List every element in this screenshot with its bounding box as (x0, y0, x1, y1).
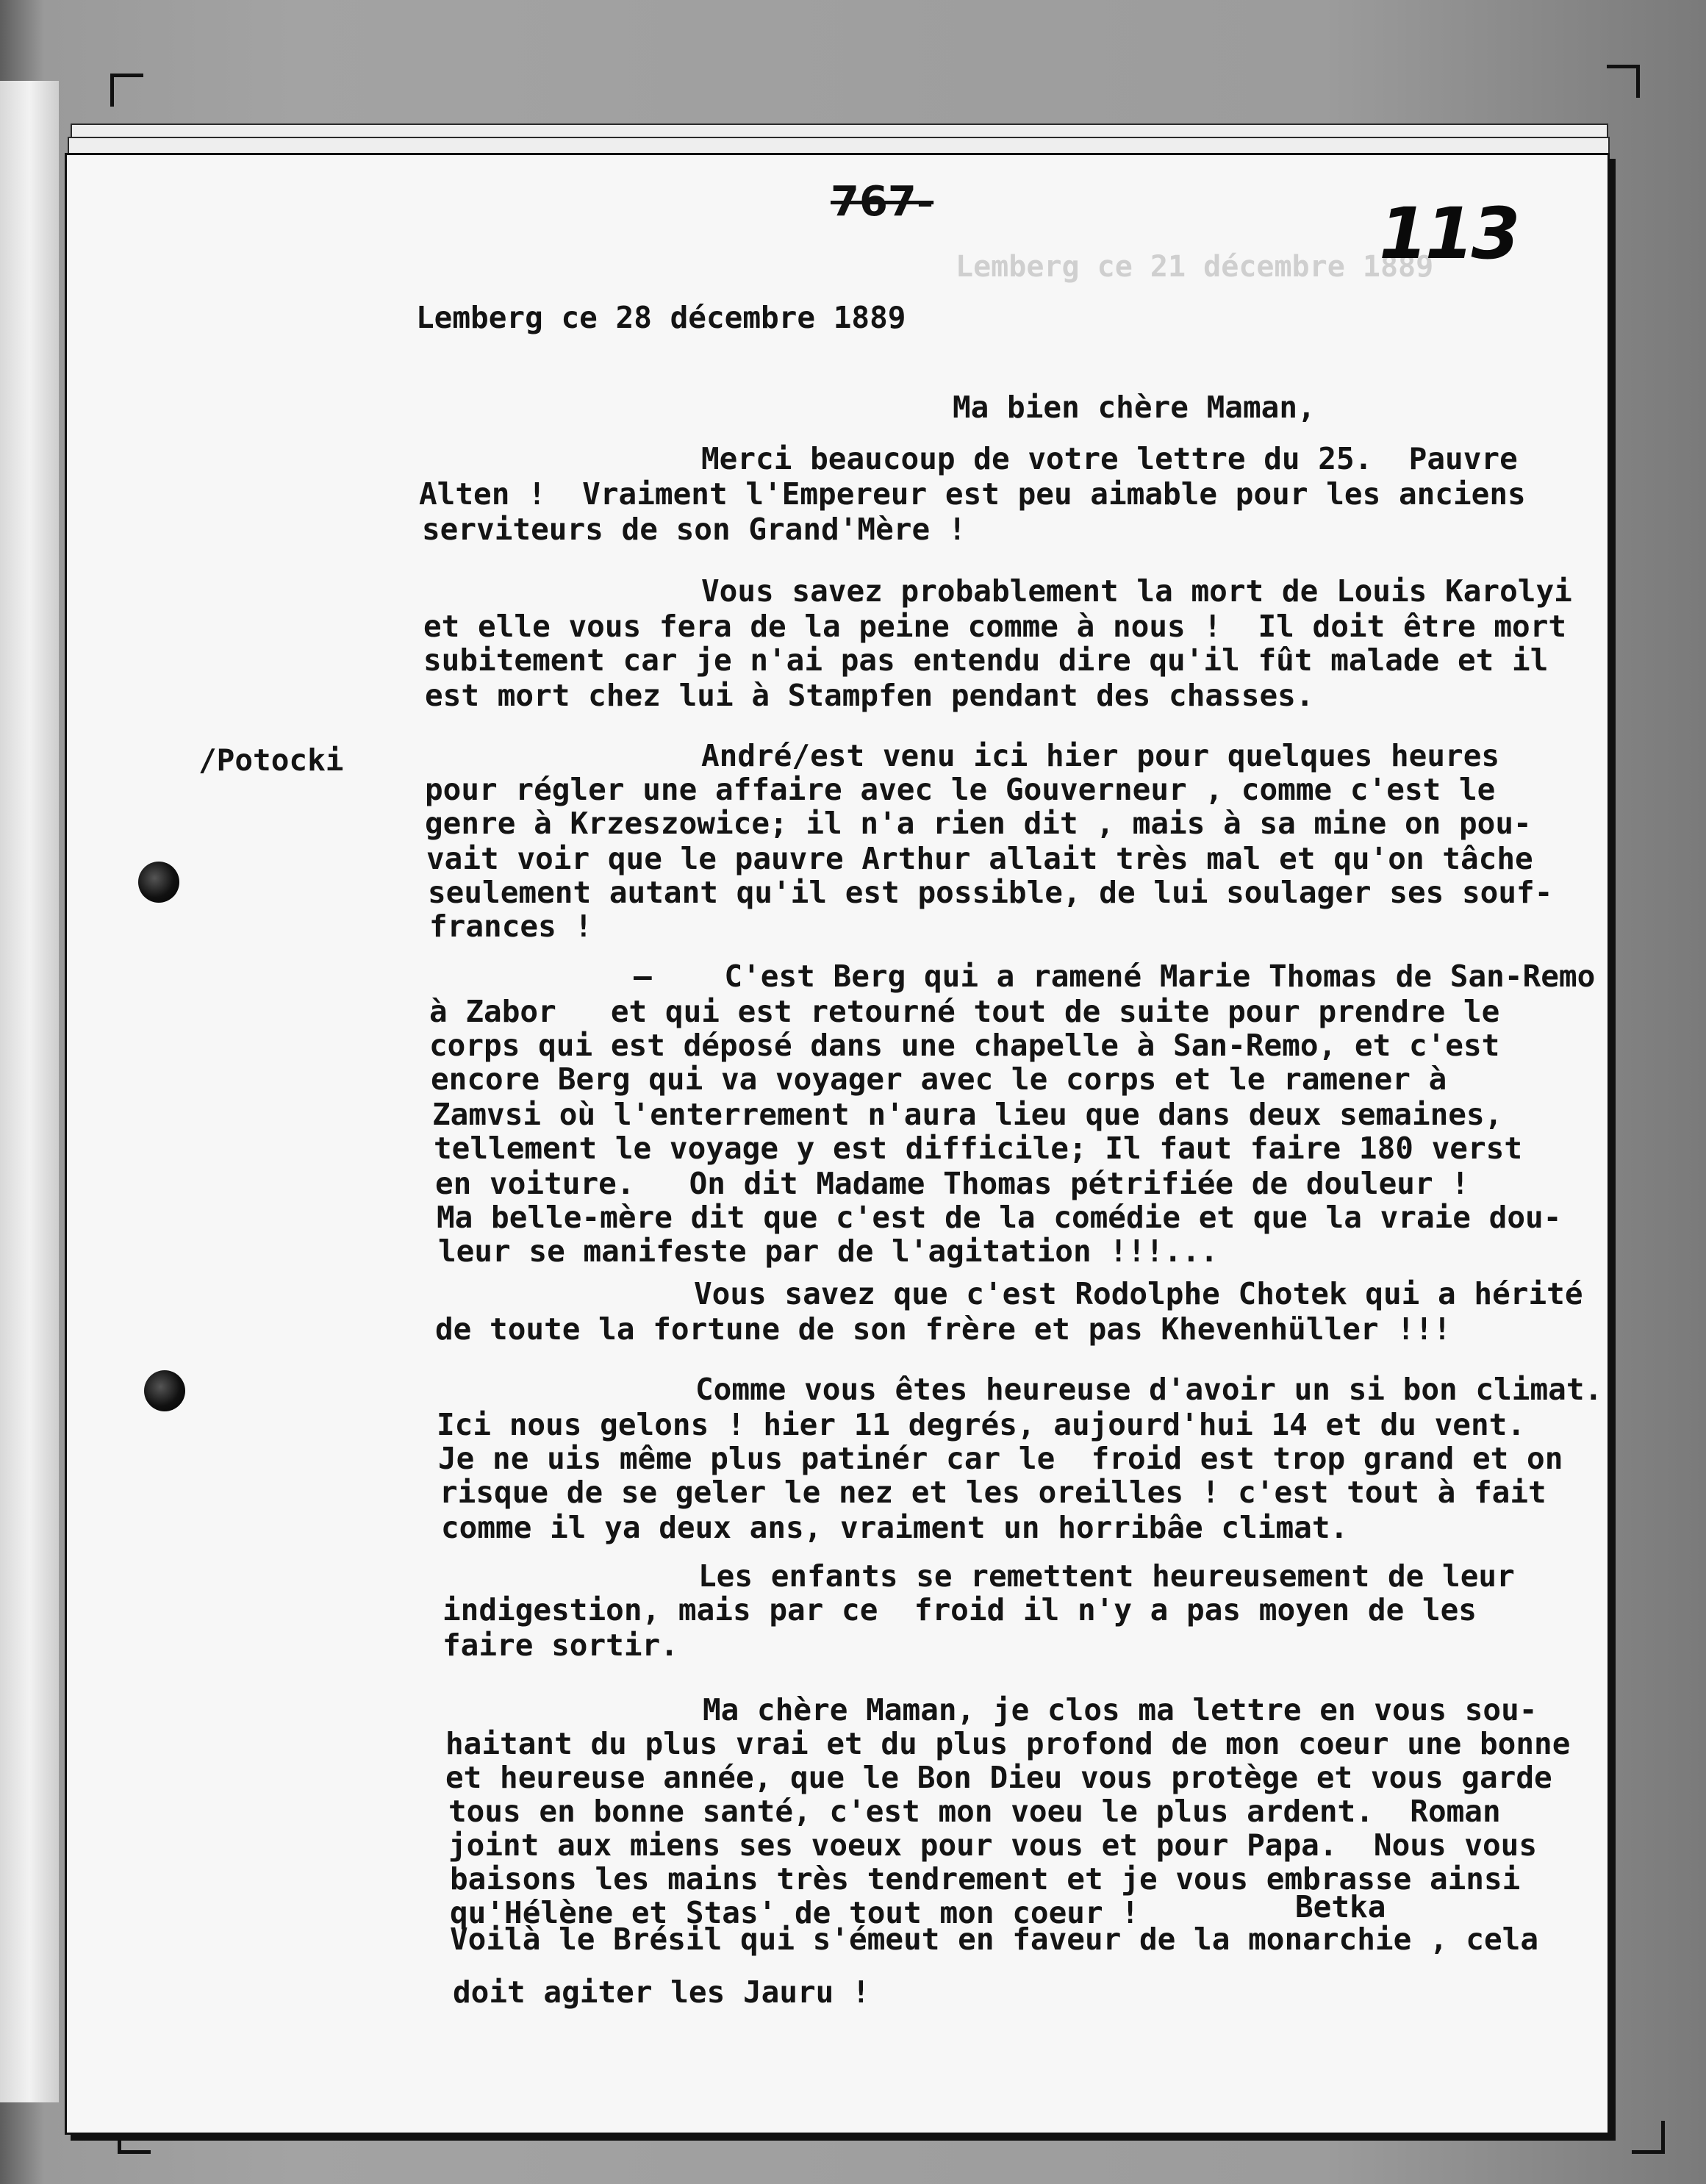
archive-number: 113 (1379, 193, 1518, 275)
letter-line: tellement le voyage y est difficile; Il faut faire 180 verst (434, 1131, 1523, 1166)
letter-line: tous en bonne santé, c'est mon voeu le plus ardent. Roman (448, 1794, 1501, 1829)
letter-line: et heureuse année, que le Bon Dieu vous protège et vous garde (445, 1760, 1552, 1795)
letter-line: faire sortir. (442, 1628, 678, 1663)
letter-line: en voiture. On dit Madame Thomas pétrifiée de douleur ! (435, 1166, 1469, 1201)
crop-mark-bottom-right (1632, 2121, 1665, 2154)
letter-line: serviteurs de son Grand'Mère ! (422, 512, 967, 547)
letter-line: Ici nous gelons ! hier 11 degrés, aujourd'hui 14 et du vent. (437, 1407, 1526, 1442)
margin-annotation: /Potocki (198, 742, 344, 778)
letter-line: encore Berg qui va voyager avec le corps et le ramener à (431, 1061, 1447, 1097)
letter-line: Les enfants se remettent heureusement de leur (698, 1558, 1515, 1594)
letter-line: comme il ya deux ans, vraiment un horribâe climat. (441, 1510, 1349, 1545)
letter-line: Comme vous êtes heureuse d'avoir un si bon climat. (695, 1372, 1603, 1407)
letter-line: Vous savez probablement la mort de Louis Karolyi (701, 573, 1572, 609)
letter-line: frances ! (429, 909, 593, 944)
folio-number: 767- (831, 178, 934, 226)
letter-line: joint aux miens ses voeux pour vous et pour Papa. Nous vous (448, 1827, 1538, 1863)
letter-line: Ma belle-mère dit que c'est de la comédie et que la vraie dou- (437, 1200, 1562, 1235)
punch-hole (144, 1370, 185, 1411)
salutation: Ma bien chère Maman, (953, 390, 1316, 425)
punch-hole (138, 862, 179, 903)
show-through-text: Lemberg ce 21 décembre 1889 (956, 250, 1434, 284)
place-date: Lemberg ce 28 décembre 1889 (416, 300, 906, 335)
letter-line: corps qui est déposé dans une chapelle à San-Remo, et c'est (429, 1028, 1500, 1063)
crop-mark-top-left (110, 74, 143, 107)
letter-line: seulement autant qu'il est possible, de lui soulager ses souf- (428, 875, 1553, 910)
letter-line: indigestion, mais par ce froid il n'y a pas moyen de les (442, 1592, 1477, 1628)
letter-line: subitement car je n'ai pas entendu dire qu'il fût malade et il (423, 642, 1549, 678)
letter-line: — C'est Berg qui a ramené Marie Thomas de San-Remo (634, 959, 1596, 994)
letter-line: à Zabor et qui est retourné tout de suite pour prendre le (429, 994, 1500, 1029)
letter-line: Merci beaucoup de votre lettre du 25. Pauvre (701, 441, 1518, 476)
adjacent-page-edge (0, 81, 59, 2102)
letter-line: baisons les mains très tendrement et je vous embrasse ainsi (450, 1861, 1521, 1897)
letter-line: vait voir que le pauvre Arthur allait très mal et qu'on tâche (426, 841, 1533, 876)
letter-line: Vous savez que c'est Rodolphe Chotek qui a hérité (694, 1276, 1583, 1311)
letter-line: haitant du plus vrai et du plus profond de mon coeur une bonne (445, 1726, 1571, 1761)
letter-line: pour régler une affaire avec le Gouverneur , comme c'est le (425, 772, 1496, 807)
postscript-line: Voilà le Brésil qui s'émeut en faveur de la monarchie , cela (450, 1922, 1539, 1957)
letter-line: est mort chez lui à Stampfen pendant des chasses. (425, 678, 1314, 713)
letter-line: Zamvsi où l'enterrement n'aura lieu que dans deux semaines, (432, 1097, 1503, 1132)
letter-line: genre à Krzeszowice; il n'a rien dit , mais à sa mine on pou- (425, 806, 1532, 841)
letter-line: qu'Hélène et Stas' de tout mon coeur ! (450, 1895, 1139, 1930)
crop-mark-top-right (1607, 65, 1640, 98)
postscript-line: doit agiter les Jauru ! (453, 1974, 870, 2010)
letter-line: risque de se geler le nez et les oreilles ! c'est tout à fait (440, 1475, 1546, 1510)
letter-line: André/est venu ici hier pour quelques heures (701, 738, 1500, 773)
letter-line: de toute la fortune de son frère et pas Khevenhüller !!! (435, 1311, 1452, 1347)
letter-line: et elle vous fera de la peine comme à nous ! Il doit être mort (423, 609, 1567, 644)
letter-line: Ma chère Maman, je clos ma lettre en vous sou- (703, 1692, 1538, 1727)
letter-line: leur se manifeste par de l'agitation !!!... (438, 1234, 1219, 1269)
letter-line: Je ne uis même plus patinér car le froid est trop grand et on (438, 1441, 1563, 1476)
signature: Betka (1295, 1889, 1386, 1925)
letter-line: Alten ! Vraiment l'Empereur est peu aimable pour les anciens (419, 476, 1526, 512)
